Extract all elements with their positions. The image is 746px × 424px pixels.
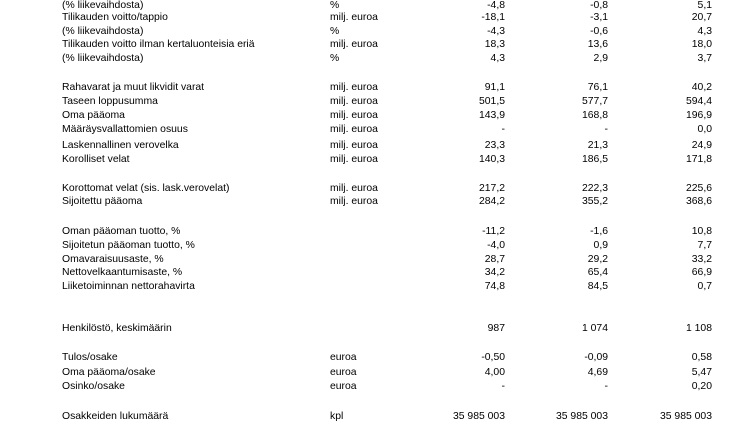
row-unit: milj. euroa — [330, 12, 378, 23]
value-col-2: - — [604, 124, 608, 135]
row-label: Määräysvallattomien osuus — [62, 124, 188, 135]
value-col-2: -0,6 — [590, 26, 608, 37]
value-col-1: 34,2 — [484, 267, 505, 278]
row-label: Osakkeiden lukumäärä — [62, 411, 169, 422]
value-col-1: -4,0 — [487, 240, 505, 251]
value-col-1: 28,7 — [484, 254, 505, 265]
row-unit: kpl — [330, 411, 344, 422]
table-row — [0, 380, 746, 394]
value-col-3: 225,6 — [685, 183, 712, 194]
value-col-2: 1 074 — [581, 323, 608, 334]
table-row — [0, 322, 746, 336]
table-row — [0, 123, 746, 137]
value-col-1: 217,2 — [478, 183, 505, 194]
table-row — [0, 153, 746, 167]
row-label: Rahavarat ja muut likvidit varat — [62, 82, 205, 93]
value-col-1: 140,3 — [478, 154, 505, 165]
value-col-3: 10,8 — [691, 226, 712, 237]
value-col-3: 0,20 — [691, 381, 712, 392]
value-col-3: 5,47 — [691, 367, 712, 378]
row-unit: % — [330, 53, 340, 64]
table-row — [0, 280, 746, 294]
row-label: Oma pääoma/osake — [62, 367, 156, 378]
row-label: Korottomat velat (sis. lask.verovelat) — [62, 183, 230, 194]
value-col-2: 355,2 — [581, 196, 608, 207]
row-unit: milj. euroa — [330, 154, 378, 165]
value-col-3: 20,7 — [691, 12, 712, 23]
row-label: Korolliset velat — [62, 154, 130, 165]
value-col-2: -0,09 — [584, 352, 608, 363]
value-col-3: 594,4 — [685, 96, 712, 107]
value-col-1: -18,1 — [481, 12, 505, 23]
table-row — [0, 253, 746, 267]
value-col-1: 91,1 — [484, 82, 505, 93]
table-row — [0, 139, 746, 153]
table-row — [0, 81, 746, 95]
table-row — [0, 239, 746, 253]
value-col-2: 0,9 — [593, 240, 608, 251]
value-col-1: 4,00 — [484, 367, 505, 378]
value-col-3: 35 985 003 — [659, 411, 712, 422]
table-row — [0, 52, 746, 66]
row-label: (% liikevaihdosta) — [62, 26, 144, 37]
value-col-2: 577,7 — [581, 96, 608, 107]
value-col-1: 501,5 — [478, 96, 505, 107]
row-label: Laskennallinen verovelka — [62, 140, 179, 151]
row-unit: euroa — [330, 367, 357, 378]
value-col-1: - — [501, 381, 505, 392]
value-col-3: 1 108 — [685, 323, 712, 334]
value-col-1: 35 985 003 — [452, 411, 505, 422]
row-unit: % — [330, 0, 340, 11]
row-unit: milj. euroa — [330, 110, 378, 121]
value-col-3: 66,9 — [691, 267, 712, 278]
row-label: Omavaraisuusaste, % — [62, 254, 164, 265]
row-label: Henkilöstö, keskimäärin — [62, 323, 172, 334]
value-col-2: 76,1 — [587, 82, 608, 93]
table-row — [0, 266, 746, 280]
row-unit: euroa — [330, 381, 357, 392]
row-label: Liiketoiminnan nettorahavirta — [62, 281, 195, 292]
table-row — [0, 182, 746, 196]
value-col-1: 987 — [487, 323, 505, 334]
value-col-2: 186,5 — [581, 154, 608, 165]
row-label: (% liikevaihdosta) — [62, 53, 144, 64]
row-unit: % — [330, 26, 340, 37]
row-unit: milj. euroa — [330, 140, 378, 151]
value-col-2: 2,9 — [593, 53, 608, 64]
value-col-1: -4,3 — [487, 26, 505, 37]
value-col-3: 0,0 — [697, 124, 712, 135]
value-col-1: -4,8 — [487, 0, 505, 11]
value-col-3: 0,58 — [691, 352, 712, 363]
value-col-1: -0,50 — [481, 352, 505, 363]
row-label: Tulos/osake — [62, 352, 118, 363]
row-unit: milj. euroa — [330, 82, 378, 93]
value-col-2: 35 985 003 — [555, 411, 608, 422]
value-col-1: 143,9 — [478, 110, 505, 121]
value-col-3: 368,6 — [685, 196, 712, 207]
table-row — [0, 38, 746, 52]
row-label: Osinko/osake — [62, 381, 125, 392]
row-label: Tilikauden voitto ilman kertaluonteisia eriä — [62, 39, 255, 50]
row-label: (% liikevaihdosta) — [62, 0, 144, 11]
table-row — [0, 410, 746, 424]
value-col-3: 18,0 — [691, 39, 712, 50]
table-row — [0, 95, 746, 109]
table-row — [0, 366, 746, 380]
value-col-3: 7,7 — [697, 240, 712, 251]
value-col-2: -3,1 — [590, 12, 608, 23]
value-col-1: 284,2 — [478, 196, 505, 207]
value-col-1: 18,3 — [484, 39, 505, 50]
row-label: Tilikauden voitto/tappio — [62, 12, 168, 23]
row-unit: milj. euroa — [330, 124, 378, 135]
value-col-3: 171,8 — [685, 154, 712, 165]
table-row — [0, 225, 746, 239]
value-col-2: -0,8 — [590, 0, 608, 11]
row-unit: euroa — [330, 352, 357, 363]
table-row — [0, 195, 746, 209]
value-col-1: -11,2 — [482, 226, 505, 237]
row-unit: milj. euroa — [330, 96, 378, 107]
value-col-3: 4,3 — [697, 26, 712, 37]
value-col-1: 23,3 — [484, 140, 505, 151]
row-unit: milj. euroa — [330, 39, 378, 50]
row-label: Taseen loppusumma — [62, 96, 158, 107]
row-label: Oma pääoma — [62, 110, 125, 121]
row-label: Oman pääoman tuotto, % — [62, 226, 181, 237]
value-col-1: - — [501, 124, 505, 135]
row-unit: milj. euroa — [330, 196, 378, 207]
value-col-2: - — [604, 381, 608, 392]
value-col-2: 168,8 — [581, 110, 608, 121]
value-col-3: 33,2 — [691, 254, 712, 265]
value-col-2: 21,3 — [587, 140, 608, 151]
value-col-3: 0,7 — [697, 281, 712, 292]
value-col-2: -1,6 — [590, 226, 608, 237]
value-col-2: 4,69 — [587, 367, 608, 378]
table-row — [0, 11, 746, 25]
value-col-2: 29,2 — [587, 254, 608, 265]
table-row — [0, 351, 746, 365]
value-col-1: 4,3 — [490, 53, 505, 64]
value-col-3: 40,2 — [691, 82, 712, 93]
value-col-3: 196,9 — [685, 110, 712, 121]
row-label: Sijoitetun pääoman tuotto, % — [62, 240, 195, 251]
value-col-3: 3,7 — [697, 53, 712, 64]
row-label: Sijoitettu pääoma — [62, 196, 143, 207]
value-col-2: 13,6 — [587, 39, 608, 50]
value-col-2: 84,5 — [587, 281, 608, 292]
row-label: Nettovelkaantumisaste, % — [62, 267, 183, 278]
table-row — [0, 25, 746, 39]
value-col-1: 74,8 — [484, 281, 505, 292]
table-row — [0, 109, 746, 123]
value-col-3: 24,9 — [691, 140, 712, 151]
row-unit: milj. euroa — [330, 183, 378, 194]
value-col-2: 222,3 — [581, 183, 608, 194]
value-col-3: 5,1 — [697, 0, 712, 11]
value-col-2: 65,4 — [587, 267, 608, 278]
